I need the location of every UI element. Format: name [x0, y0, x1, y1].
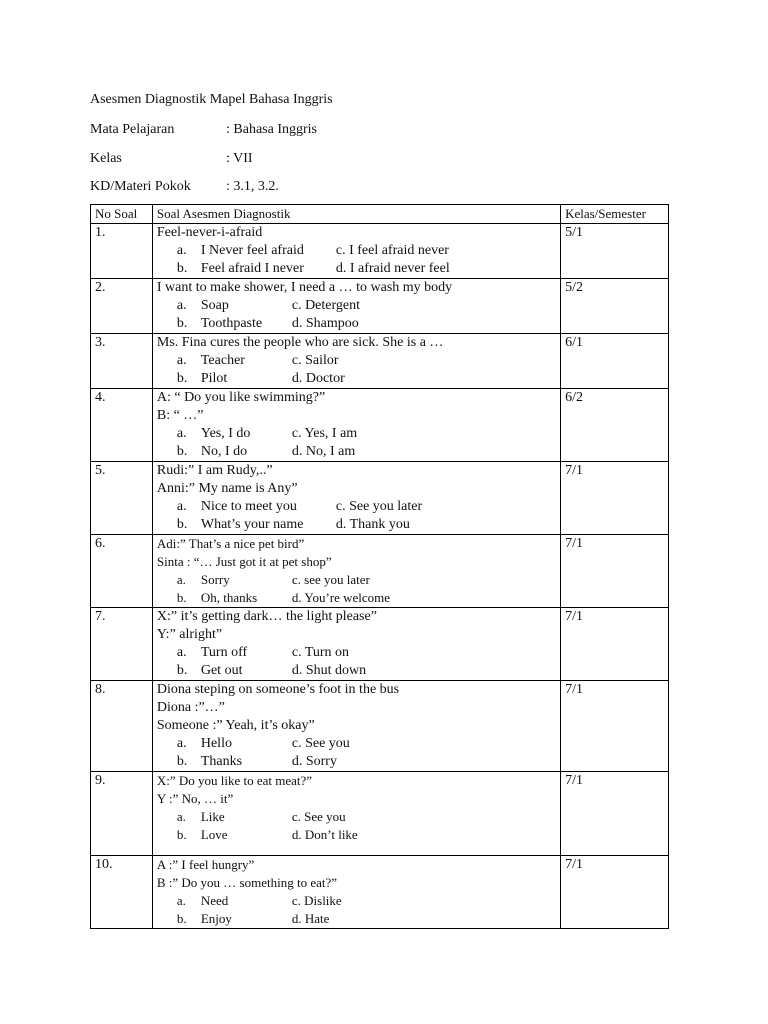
option-left: Like	[200, 809, 225, 824]
meta-label: Mata Pelajaran	[90, 122, 175, 137]
option-letter: a.	[176, 298, 187, 313]
option-right: c. Turn on	[291, 645, 350, 660]
option-left: What’s your name	[200, 517, 304, 532]
table-row	[91, 681, 669, 772]
meta-label: Kelas	[90, 151, 122, 166]
option-letter: b.	[176, 517, 188, 532]
question-line: Diona :”…”	[156, 700, 225, 715]
option-row	[157, 242, 556, 260]
option-right: d. No, I am	[291, 444, 356, 459]
question-line: B: “ …”	[156, 408, 204, 423]
option-left: Feel afraid I never	[200, 261, 304, 276]
option-left: Love	[200, 827, 228, 842]
option-letter: b.	[176, 827, 187, 842]
question-number: 3.	[91, 334, 153, 389]
kelas-semester: 7/1	[561, 535, 669, 608]
option-letter: b.	[176, 316, 188, 331]
option-letter: a.	[176, 572, 186, 587]
question-line: Feel-never-i-afraid	[156, 225, 263, 240]
option-left: Turn off	[200, 645, 248, 660]
kelas-semester: 5/1	[561, 224, 669, 279]
table-row	[91, 535, 669, 608]
kelas-semester: 7/1	[561, 856, 669, 929]
option-row	[157, 892, 556, 910]
option-left: Need	[200, 893, 229, 908]
option-row	[157, 315, 556, 333]
option-row	[157, 443, 556, 461]
option-left: Teacher	[200, 353, 245, 368]
meta-subject	[90, 122, 317, 138]
option-letter: b.	[176, 754, 188, 769]
document-title: Asesmen Diagnostik Mapel Bahasa Inggris	[90, 92, 333, 107]
question-cell	[152, 389, 560, 462]
question-number: 9.	[91, 772, 153, 856]
option-right: c. See you	[291, 736, 350, 751]
option-row	[157, 808, 556, 826]
option-letter: b.	[176, 444, 188, 459]
question-number: 5.	[91, 462, 153, 535]
option-right: d. Shampoo	[291, 316, 359, 331]
question-table	[90, 204, 669, 929]
option-left: Get out	[200, 663, 243, 678]
option-row	[157, 297, 556, 315]
option-row	[157, 826, 556, 844]
option-left: Soap	[200, 298, 229, 313]
question-cell	[152, 608, 560, 681]
header-kelas-semester: Kelas/Semester	[561, 205, 669, 224]
table-row	[91, 224, 669, 279]
option-left: Pilot	[200, 371, 228, 386]
option-right: d. I afraid never feel	[335, 261, 450, 276]
option-letter: b.	[176, 911, 187, 926]
question-cell	[152, 334, 560, 389]
question-number: 8.	[91, 681, 153, 772]
kelas-semester: 7/1	[561, 608, 669, 681]
option-letter: a.	[176, 645, 187, 660]
option-row	[157, 352, 556, 370]
meta-class	[90, 151, 253, 167]
question-line: Rudi:” I am Rudy,..”	[156, 463, 273, 478]
question-cell	[152, 224, 560, 279]
option-right: c. see you later	[291, 572, 370, 587]
option-right: d. Don’t like	[291, 827, 358, 842]
option-letter: a.	[176, 353, 187, 368]
table-row	[91, 462, 669, 535]
option-right: c. I feel afraid never	[335, 243, 449, 258]
option-left: Nice to meet you	[200, 499, 297, 514]
option-letter: b.	[176, 663, 188, 678]
option-row	[157, 370, 556, 388]
meta-value: : 3.1, 3.2.	[226, 179, 279, 194]
question-line: Sinta : “… Just got it at pet shop”	[156, 554, 332, 569]
kelas-semester: 7/1	[561, 462, 669, 535]
option-row	[157, 571, 556, 589]
question-cell	[152, 681, 560, 772]
option-left: I Never feel afraid	[200, 243, 304, 258]
option-letter: a.	[176, 809, 186, 824]
option-right: c. See you	[291, 809, 346, 824]
option-left: Hello	[200, 736, 232, 751]
question-line: Ms. Fina cures the people who are sick. She is a …	[156, 335, 444, 350]
option-left: Yes, I do	[200, 426, 251, 441]
question-line: X:” Do you like to eat meat?”	[156, 773, 313, 788]
question-number: 2.	[91, 279, 153, 334]
table-row	[91, 334, 669, 389]
option-letter: b.	[176, 261, 188, 276]
option-letter: a.	[176, 499, 187, 514]
question-number: 7.	[91, 608, 153, 681]
option-row	[157, 589, 556, 607]
question-line: Anni:” My name is Any”	[156, 481, 298, 496]
question-line: I want to make shower, I need a … to wash my body	[156, 280, 453, 295]
meta-kd	[90, 179, 279, 195]
option-row	[157, 910, 556, 928]
option-row	[157, 753, 556, 771]
option-right: d. You’re welcome	[291, 590, 391, 605]
option-row	[157, 498, 556, 516]
question-cell	[152, 856, 560, 929]
option-row	[157, 644, 556, 662]
table-row	[91, 279, 669, 334]
option-right: d. Sorry	[291, 754, 337, 769]
option-letter: b.	[176, 371, 188, 386]
option-left: Enjoy	[200, 911, 232, 926]
kelas-semester: 6/1	[561, 334, 669, 389]
option-right: c. Yes, I am	[291, 426, 358, 441]
question-line: A :” I feel hungry”	[156, 857, 255, 872]
question-number: 10.	[91, 856, 153, 929]
option-right: d. Hate	[291, 911, 330, 926]
question-cell	[152, 279, 560, 334]
option-right: d. Shut down	[291, 663, 367, 678]
question-line: Someone :” Yeah, it’s okay”	[156, 718, 315, 733]
kelas-semester: 5/2	[561, 279, 669, 334]
question-line: B :” Do you … something to eat?”	[156, 875, 338, 890]
table-row	[91, 856, 669, 929]
option-left: Thanks	[200, 754, 243, 769]
option-row	[157, 735, 556, 753]
meta-value: : Bahasa Inggris	[226, 122, 317, 137]
question-line: Adi:” That’s a nice pet bird”	[156, 536, 305, 551]
meta-label: KD/Materi Pokok	[90, 179, 191, 194]
question-cell	[152, 772, 560, 856]
option-right: c. See you later	[335, 499, 423, 514]
option-letter: a.	[176, 736, 187, 751]
kelas-semester: 7/1	[561, 772, 669, 856]
table-row	[91, 389, 669, 462]
kelas-semester: 6/2	[561, 389, 669, 462]
option-left: Oh, thanks	[200, 590, 258, 605]
question-line: Y :” No, … it”	[156, 791, 234, 806]
question-line: Y:” alright”	[156, 627, 223, 642]
option-left: Toothpaste	[200, 316, 263, 331]
option-right: d. Thank you	[335, 517, 410, 532]
option-letter: a.	[176, 243, 187, 258]
option-row	[157, 260, 556, 278]
header-no-soal: No Soal	[91, 205, 153, 224]
header-soal: Soal Asesmen Diagnostik	[152, 205, 560, 224]
option-right: c. Dislike	[291, 893, 342, 908]
option-row	[157, 516, 556, 534]
option-right: d. Doctor	[291, 371, 345, 386]
question-cell	[152, 462, 560, 535]
question-line: A: “ Do you like swimming?”	[156, 390, 326, 405]
option-letter: b.	[176, 590, 187, 605]
table-header-row	[91, 205, 669, 224]
option-letter: a.	[176, 893, 186, 908]
table-row	[91, 772, 669, 856]
option-right: c. Sailor	[291, 353, 339, 368]
option-left: Sorry	[200, 572, 230, 587]
question-line: Diona steping on someone’s foot in the bus	[156, 682, 400, 697]
question-line: X:” it’s getting dark… the light please”	[156, 609, 377, 624]
option-right: c. Detergent	[291, 298, 361, 313]
question-number: 4.	[91, 389, 153, 462]
meta-value: : VII	[226, 151, 253, 166]
option-left: No, I do	[200, 444, 248, 459]
option-row	[157, 662, 556, 680]
kelas-semester: 7/1	[561, 681, 669, 772]
question-number: 6.	[91, 535, 153, 608]
question-number: 1.	[91, 224, 153, 279]
table-row	[91, 608, 669, 681]
question-cell	[152, 535, 560, 608]
option-letter: a.	[176, 426, 187, 441]
option-row	[157, 425, 556, 443]
